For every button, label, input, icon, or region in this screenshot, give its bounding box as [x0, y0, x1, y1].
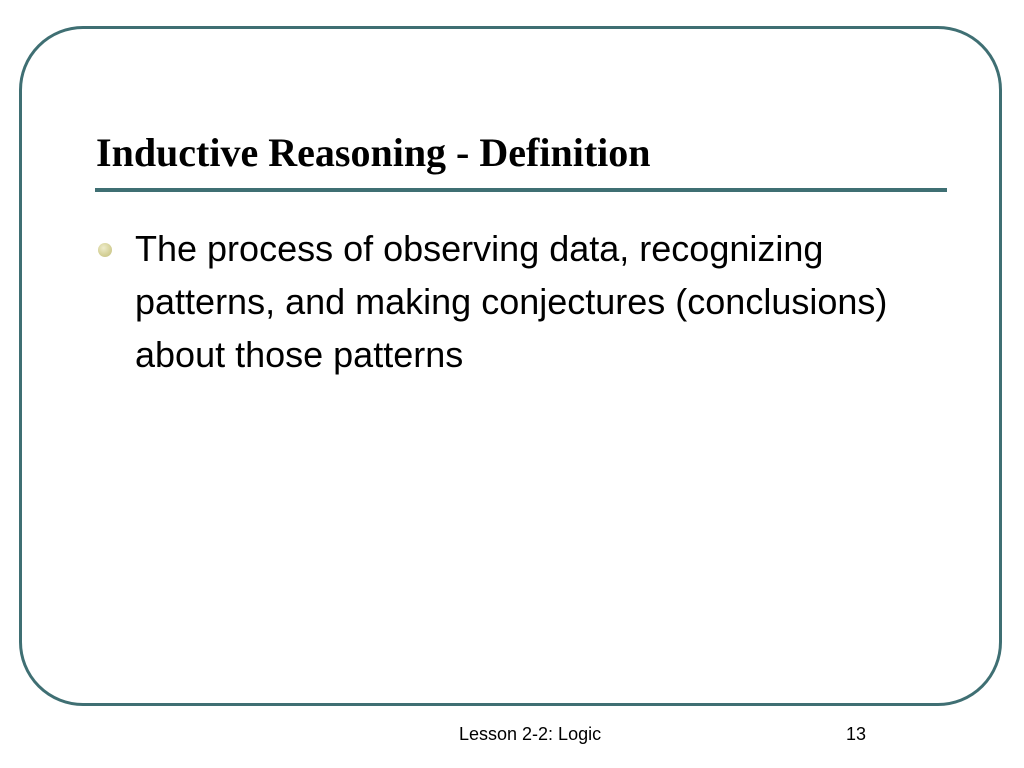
footer-lesson-label: Lesson 2-2: Logic [459, 724, 602, 744]
slide-title: Inductive Reasoning - Definition [96, 130, 651, 175]
bullet-item [96, 222, 926, 381]
title-underline [95, 188, 947, 192]
bullet-dot-icon [98, 243, 112, 257]
bullet-text: The process of observing data, recognizing patterns, and making conjectures (conclusions) about those patterns [135, 228, 888, 375]
page-number: 13 [846, 724, 867, 744]
bullet-list [96, 222, 926, 381]
